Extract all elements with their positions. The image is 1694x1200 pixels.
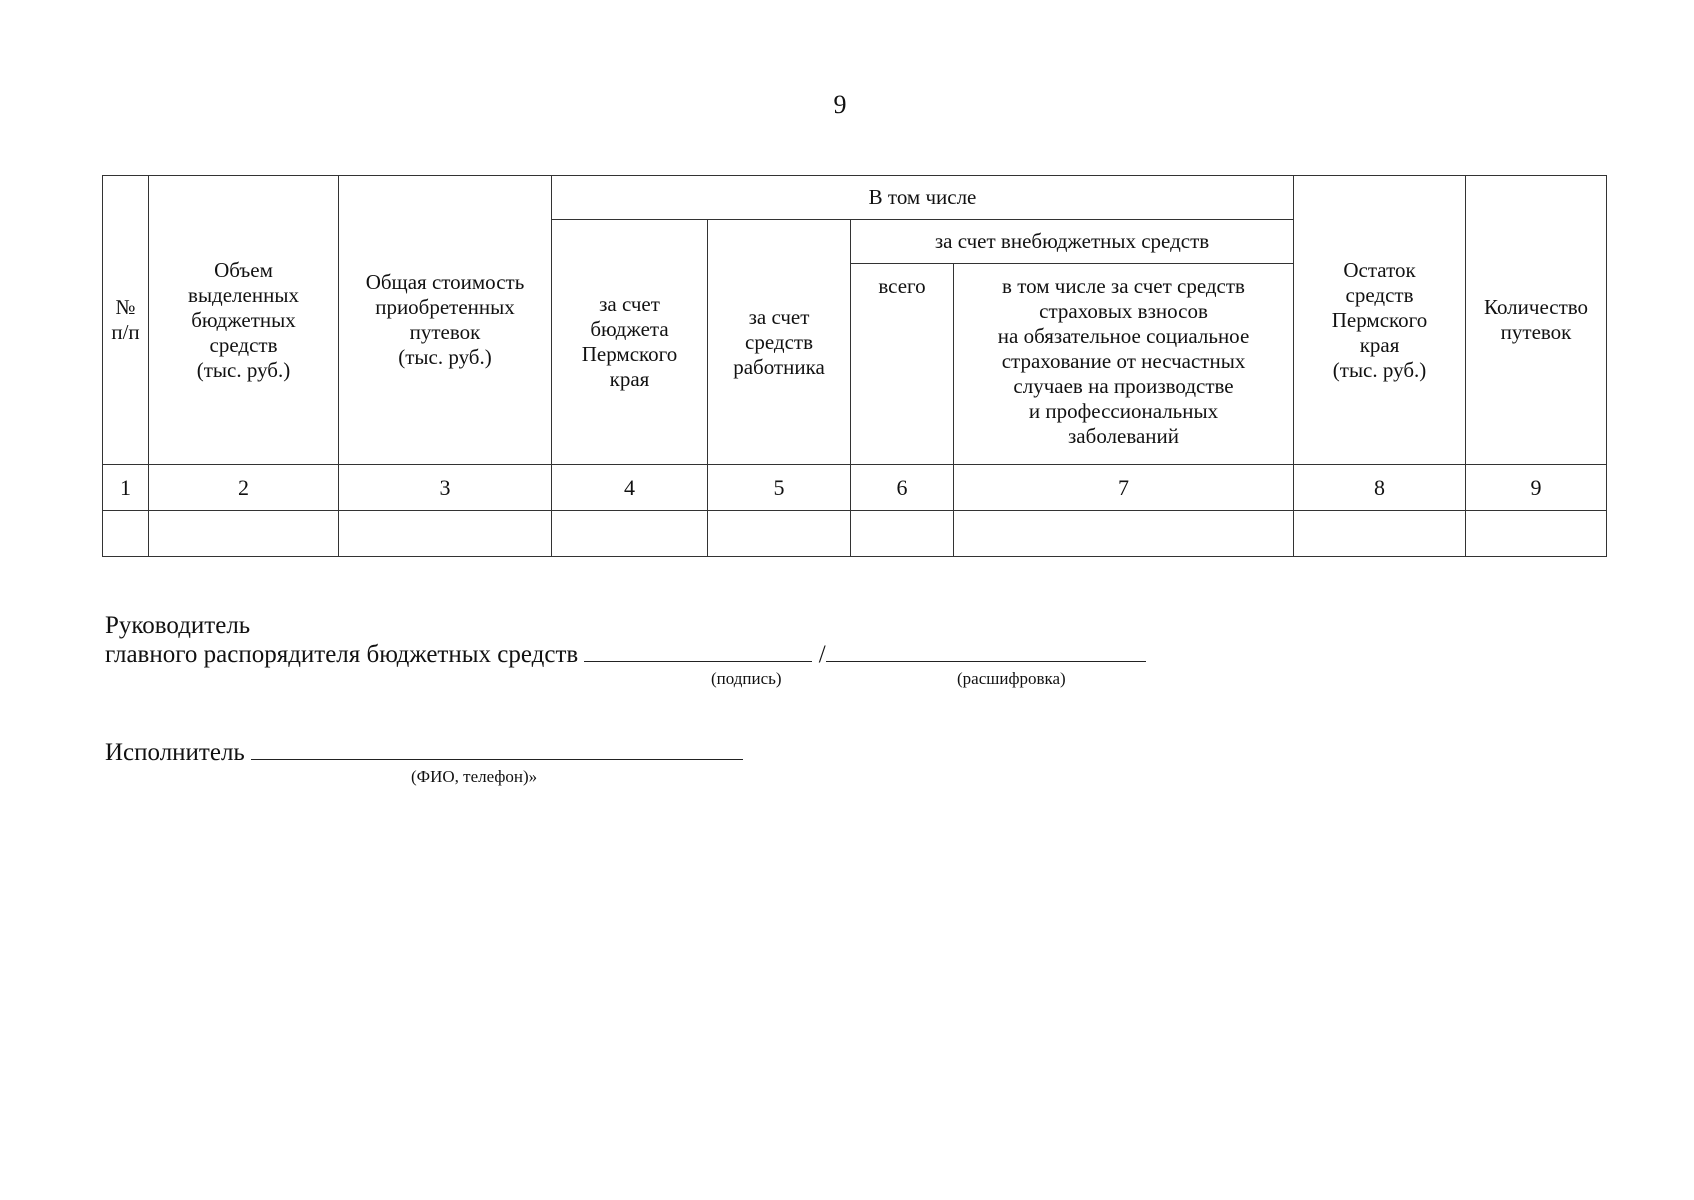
signature-label: (подпись) <box>711 669 782 688</box>
table-cell <box>103 511 149 557</box>
header-volume: Объем выделенных бюджетных средств (тыс. руб.) <box>149 176 339 465</box>
column-number: 1 <box>103 465 149 511</box>
decoding-line <box>826 639 1146 662</box>
header-num: № п/п <box>103 176 149 465</box>
table-cell <box>149 511 339 557</box>
head-signature-block <box>105 612 1146 668</box>
header-total: всего <box>851 264 954 465</box>
table-cell <box>552 511 708 557</box>
table-cell <box>851 511 954 557</box>
header-total-cost: Общая стоимость приобретенных путевок (тыс. руб.) <box>339 176 552 465</box>
separator: / <box>818 641 826 668</box>
head-subtitle: главного распорядителя бюджетных средств <box>105 641 579 668</box>
table-cell <box>954 511 1294 557</box>
table-cell <box>339 511 552 557</box>
header-count: Количество путевок <box>1466 176 1607 465</box>
head-title: Руководитель <box>105 612 251 639</box>
header-perm-budget: за счет бюджета Пермского края <box>552 220 708 465</box>
executor-block <box>105 737 743 766</box>
executor-title: Исполнитель <box>105 739 245 766</box>
header-insurance: в том числе за счет средств страховых взносов на обязательное социальное страхование от несчастных случаев на производстве и профессиональных заболеваний <box>954 264 1294 465</box>
table-cell <box>708 511 851 557</box>
column-number: 7 <box>954 465 1294 511</box>
decoding-label: (расшифровка) <box>957 669 1066 688</box>
table-row <box>103 511 1607 557</box>
page-number: 9 <box>833 90 847 119</box>
header-worker-funds: за счет средств работника <box>708 220 851 465</box>
header-remainder: Остаток средств Пермского края (тыс. руб.) <box>1294 176 1466 465</box>
header-including: В том числе <box>552 176 1294 220</box>
column-number: 4 <box>552 465 708 511</box>
column-numbers-row <box>103 465 1607 511</box>
column-number: 3 <box>339 465 552 511</box>
executor-line <box>251 737 743 760</box>
column-number: 5 <box>708 465 851 511</box>
column-number: 9 <box>1466 465 1607 511</box>
column-number: 2 <box>149 465 339 511</box>
report-table <box>102 175 1607 557</box>
table-cell <box>1294 511 1466 557</box>
table-cell <box>1466 511 1607 557</box>
column-number: 6 <box>851 465 954 511</box>
header-extrabudget: за счет внебюджетных средств <box>851 220 1294 264</box>
column-number: 8 <box>1294 465 1466 511</box>
signature-line <box>584 639 812 662</box>
executor-label: (ФИО, телефон)» <box>411 767 538 786</box>
head-subtitle-line <box>105 639 1146 668</box>
header-row-1 <box>103 176 1607 220</box>
